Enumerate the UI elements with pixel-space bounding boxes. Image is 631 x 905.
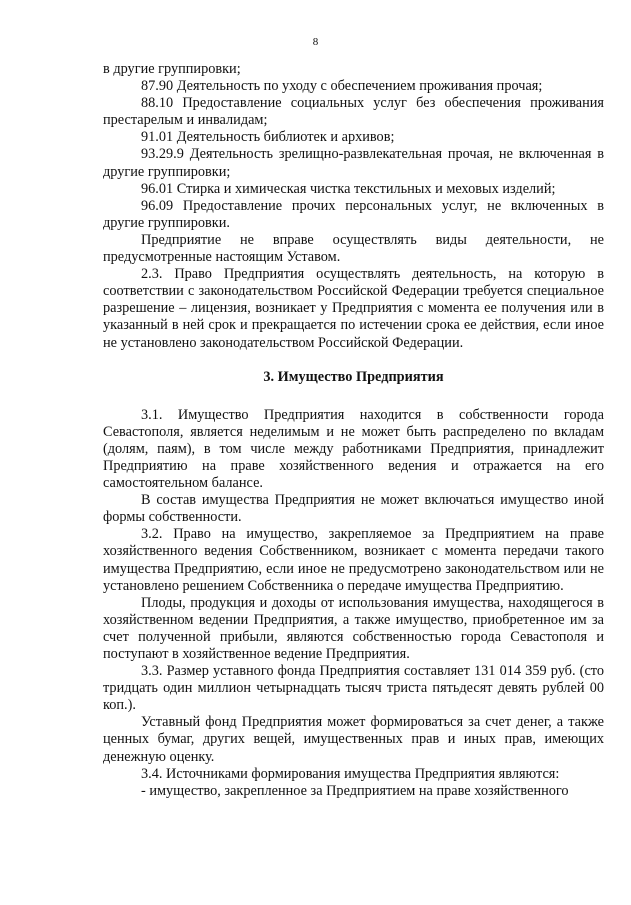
paragraph: 93.29.9 Деятельность зрелищно-развлекательная прочая, не включенная в другие группировки;	[103, 146, 604, 180]
document-body	[103, 61, 604, 800]
paragraph: В состав имущества Предприятия не может включаться имущество иной формы собственности.	[103, 492, 604, 526]
paragraph: 91.01 Деятельность библиотек и архивов;	[141, 129, 395, 146]
paragraph: - имущество, закрепленное за Предприятием на праве хозяйственного	[141, 782, 569, 799]
section-2-continuation	[103, 61, 604, 352]
paragraph: в другие группировки;	[103, 61, 241, 77]
paragraph: 87.90 Деятельность по уходу с обеспечением проживания прочая;	[141, 78, 543, 95]
paragraph: Предприятие не вправе осуществлять виды деятельности, не предусмотренные настоящим Уставом.	[103, 231, 604, 266]
paragraph: 3.4. Источниками формирования имущества Предприятия являются:	[141, 765, 560, 782]
paragraph: 3.2. Право на имущество, закрепляемое за Предприятием на праве хозяйственного ведения Собственником, возникает с момента передачи такого имущества Предприятию, если иное не предусмотрено законодательством или не установлено решением Собственника о передаче имущества Предприятию.	[103, 526, 604, 594]
paragraph: 3.3. Размер уставного фонда Предприятия составляет 131 014 359 руб. (сто тридцать один миллион четырнадцать тысяч триста пятьдесят девять рублей 00 коп.).	[103, 663, 604, 714]
paragraph: 2.3. Право Предприятия осуществлять деятельность, на которую в соответствии с законодательством Российской Федерации требуется специальное разрешение – лицензия, возникает у Предприятия с момента ее получения или в указанный в ней срок и прекращается по истечении срока ее действия, если иное не установлено законодательством Российской Федерации.	[103, 266, 604, 351]
section-heading: 3. Имущество Предприятия	[263, 368, 444, 385]
paragraph: 96.09 Предоставление прочих персональных услуг, не включенных в другие группировки.	[103, 197, 604, 231]
paragraph: 88.10 Предоставление социальных услуг без обеспечения проживания престарелым и инвалидам;	[103, 95, 604, 129]
paragraph: Плоды, продукция и доходы от использования имущества, находящегося в хозяйственном ведении Предприятия, а также имущество, приобретенное им за счет полученной прибыли, являются собственностью города Севастополя и поступают в хозяйственное ведение Предприятия.	[103, 594, 604, 662]
section-3-body	[103, 407, 604, 800]
paragraph: 3.1. Имущество Предприятия находится в собственности города Севастополя, является неделимым и не может быть распределено по вкладам (долям, паям), в том числе между работниками Предприятия, принадлежит Предприятию на праве хозяйственного ведения и отражается на его самостоятельном балансе.	[103, 406, 604, 492]
paragraph: 96.01 Стирка и химическая чистка текстильных и меховых изделий;	[141, 180, 556, 197]
paragraph: Уставный фонд Предприятия может формироваться за счет денег, а также ценных бумаг, других вещей, имущественных прав и иных прав, имеющих денежную оценку.	[103, 714, 604, 765]
page-number: 8	[312, 36, 319, 48]
